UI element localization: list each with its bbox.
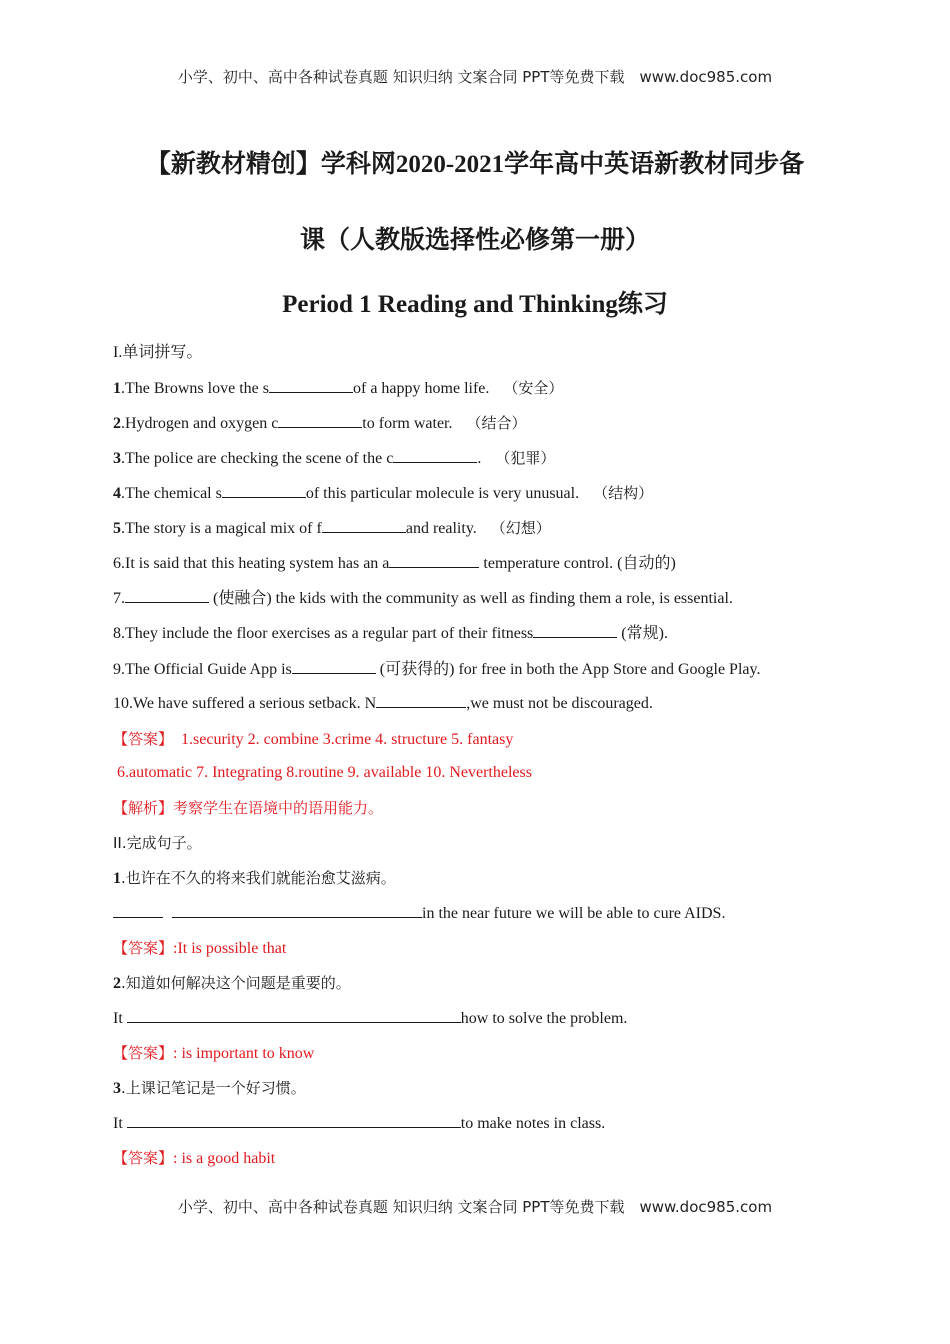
list-item: 5.The story is a magical mix of f and reality. （幻想） <box>113 519 551 537</box>
list-item: 1.The Browns love the s of a happy home life. （安全） <box>113 379 564 397</box>
blank[interactable] <box>113 903 163 918</box>
title-line-1: 【新教材精创】学科网2020-2021学年高中英语新教材同步备 <box>145 151 805 178</box>
blank[interactable] <box>172 903 422 918</box>
blank[interactable] <box>292 659 376 674</box>
page-header: 小学、初中、高中各种试卷真题 知识归纳 文案合同 PPT等免费下载 www.doc985.com <box>177 68 773 86</box>
blank[interactable] <box>322 518 406 533</box>
blank[interactable] <box>222 483 306 498</box>
question-2: 2.知道如何解决这个问题是重要的。 <box>113 974 351 992</box>
answer-3: 【答案】: is a good habit <box>113 1149 276 1167</box>
blank[interactable] <box>533 623 617 638</box>
answer-line-2: 6.automatic 7. Integrating 8.routine 9. available 10. Nevertheless <box>117 764 532 781</box>
title-line-3: Period 1 Reading and Thinking练习 <box>282 291 668 318</box>
blank[interactable] <box>127 1113 461 1128</box>
title-line-2: 课（人教版选择性必修第一册） <box>299 227 650 254</box>
question-2-sentence: It how to solve the problem. <box>113 1010 628 1027</box>
section2-heading: II.完成句子。 <box>113 834 202 852</box>
analysis-line: 【解析】考察学生在语境中的语用能力。 <box>113 799 384 817</box>
question-3: 3.上课记笔记是一个好习惯。 <box>113 1079 306 1097</box>
answer-2: 【答案】: is important to know <box>113 1044 315 1062</box>
blank[interactable] <box>125 588 209 603</box>
page-footer: 小学、初中、高中各种试卷真题 知识归纳 文案合同 PPT等免费下载 www.doc985.com <box>177 1198 773 1216</box>
question-3-sentence: It to make notes in class. <box>113 1115 606 1132</box>
list-item: 9.The Official Guide App is (可获得的) for free in both the App Store and Google Play. <box>113 661 761 678</box>
list-item: 6.It is said that this heating system has an a temperature control. (自动的) <box>113 555 676 572</box>
blank[interactable] <box>278 413 362 428</box>
list-item: 7. (使融合) the kids with the community as well as finding them a role, is essential. <box>113 590 733 607</box>
blank[interactable] <box>127 1008 461 1023</box>
answer-line-1: 【答案】 1.security 2. combine 3.crime 4. structure 5. fantasy <box>113 730 514 748</box>
list-item: 3.The police are checking the scene of the c . （犯罪） <box>113 449 556 467</box>
blank[interactable] <box>393 448 477 463</box>
list-item: 8.They include the floor exercises as a regular part of their fitness (常规). <box>113 625 668 642</box>
answer-1: 【答案】:It is possible that <box>113 939 287 957</box>
question-1: 1.也许在不久的将来我们就能治愈艾滋病。 <box>113 869 396 887</box>
blank[interactable] <box>389 553 479 568</box>
question-1-sentence: in the near future we will be able to cure AIDS. <box>113 903 725 924</box>
section1-heading: I.单词拼写。 <box>113 344 203 361</box>
blank[interactable] <box>269 378 353 393</box>
list-item: 10.We have suffered a serious setback. N ,we must not be discouraged. <box>113 695 653 712</box>
blank[interactable] <box>376 693 466 708</box>
list-item: 4.The chemical s of this particular molecule is very unusual. （结构） <box>113 484 654 502</box>
list-item: 2.Hydrogen and oxygen c to form water. （结合） <box>113 414 527 432</box>
